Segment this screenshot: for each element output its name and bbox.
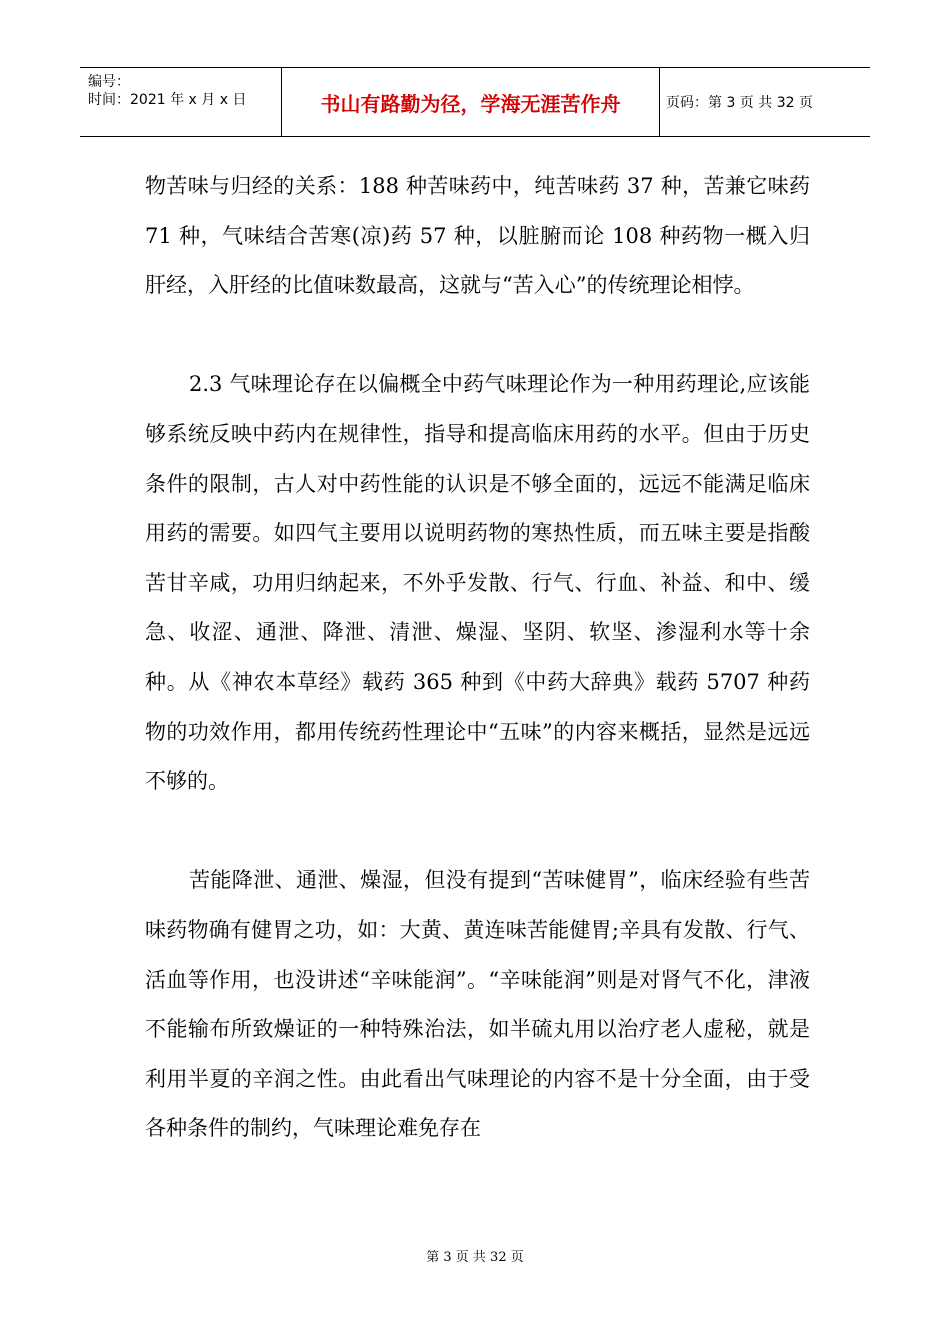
page-footer: 第 3 页 共 32 页 (426, 1250, 524, 1265)
document-number-label: 编号： (88, 74, 130, 90)
document-date: 时间：2021 年 x 月 x 日 (88, 92, 247, 108)
paragraph-3: 苦能降泄、通泄、燥湿，但没有提到“苦味健胃”，临床经验有些苦味药物确有健胃之功，如：大黄、黄连味苦能健胃;辛具有发散、行气、活血等作用，也没讲述“辛味能润”。“辛味能润”则是对肾气不化，津液不能输布所致燥证的一种特殊治法，如半硫丸用以治疗老人虚秘，就是利用半夏的辛润之性。由此看出气味理论的内容不是十分全面，由于受各种条件的制约，气味理论难免存在 (145, 868, 810, 1141)
document-body (145, 162, 810, 1154)
page-header (80, 67, 870, 137)
paragraph-1: 物苦味与归经的关系：188 种苦味药中，纯苦味药 37 种，苦兼它味药 71 种，气味结合苦寒(凉)药 57 种，以脏腑而论 108 种药物一概入归肝经，入肝经的比值味数最高，这就与“苦入心”的传统理论相悖。 (145, 174, 810, 298)
header-meta (80, 68, 282, 136)
header-motto: 书山有路勤为径，学海无涯苦作舟 (282, 68, 660, 136)
header-page-info: 页码：第 3 页 共 32 页 (666, 95, 813, 111)
paragraph-2: 2.3 气味理论存在以偏概全中药气味理论作为一种用药理论,应该能够系统反映中药内在规律性，指导和提高临床用药的水平。但由于历史条件的限制，古人对中药性能的认识是不够全面的，远远不能满足临床用药的需要。如四气主要用以说明药物的寒热性质，而五味主要是指酸苦甘辛咸，功用归纳起来，不外乎发散、行气、行血、补益、和中、缓急、收涩、通泄、降泄、清泄、燥湿、坚阴、软坚、渗湿利水等十余种。从《神农本草经》载药 365 种到《中药大辞典》载药 5707 种药物的功效作用，都用传统药性理论中“五味”的内容来概括，显然是远远不够的。 (145, 372, 810, 794)
